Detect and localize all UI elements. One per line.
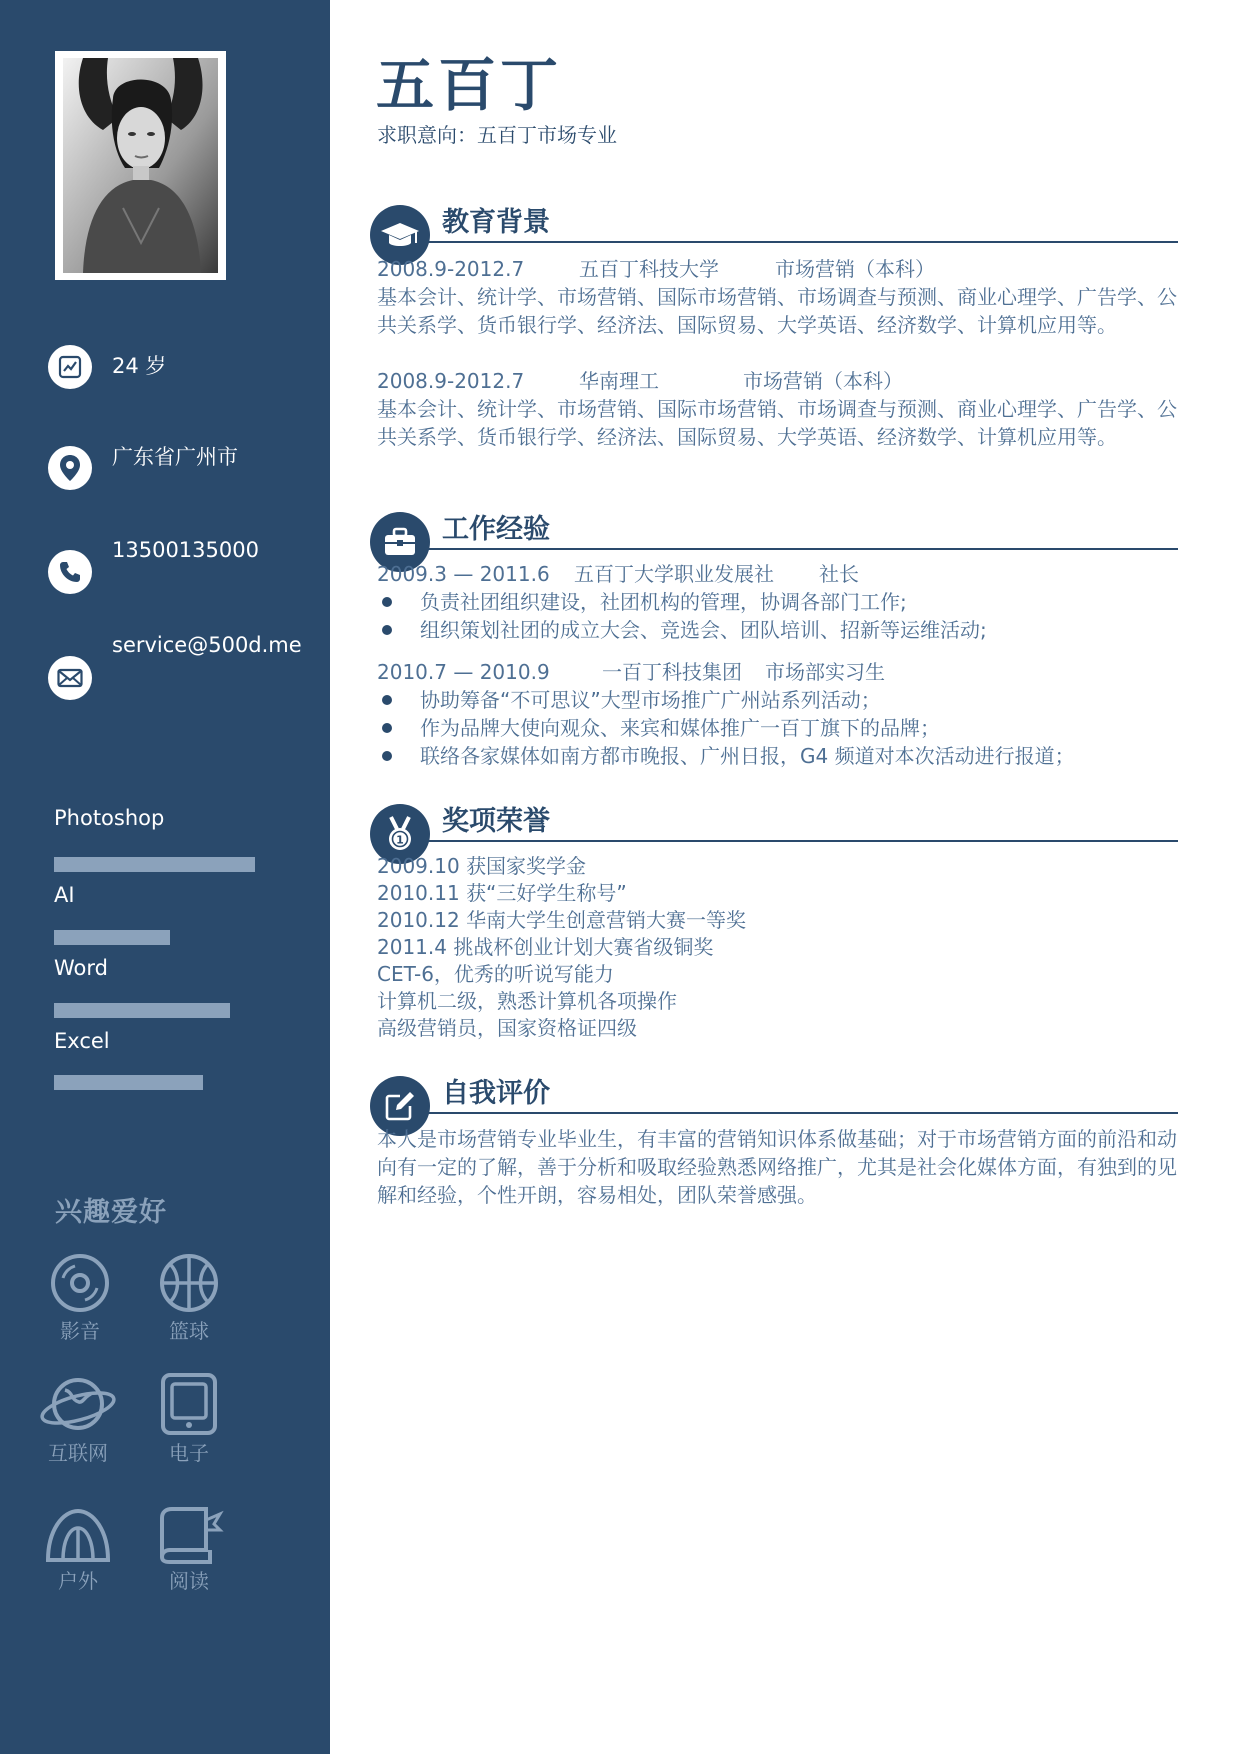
skill-bar-word bbox=[54, 1003, 230, 1018]
phone-text[interactable]: 13500135000 bbox=[112, 538, 259, 562]
awards-body bbox=[377, 853, 1195, 1042]
hobby-reading bbox=[139, 1506, 239, 1594]
work-org: 五百丁大学职业发展社 bbox=[574, 562, 774, 586]
list-item: 协助筹备“不可思议”大型市场推广广州站系列活动； bbox=[377, 686, 1195, 714]
education-major: 市场营销（本科） bbox=[743, 369, 903, 393]
education-date: 2008.9-2012.7 bbox=[377, 369, 525, 393]
section-title: 工作经验 bbox=[442, 514, 550, 545]
work-role: 市场部实习生 bbox=[765, 660, 885, 684]
award-item: 2009.10 获国家奖学金 bbox=[377, 854, 587, 878]
education-major: 市场营销（本科） bbox=[775, 257, 935, 281]
section-divider bbox=[428, 548, 1178, 550]
work-role: 社长 bbox=[819, 562, 859, 586]
list-item: 负责社团组织建设，社团机构的管理，协调各部门工作; bbox=[377, 588, 1195, 616]
location-pin-icon bbox=[48, 446, 92, 490]
hobby-basketball bbox=[139, 1252, 239, 1344]
hobby-label: 影音 bbox=[60, 1319, 100, 1343]
skill-bar-excel bbox=[54, 1075, 203, 1090]
education-entry-2-header bbox=[377, 367, 1195, 395]
sidebar bbox=[0, 0, 330, 1754]
section-divider bbox=[428, 1112, 1178, 1114]
work-period: 2009.3 — 2011.6 bbox=[377, 562, 550, 586]
list-item: 组织策划社团的成立大会、竞选会、团队培训、招新等运维活动; bbox=[377, 616, 1195, 644]
skill-bar-photoshop bbox=[54, 857, 255, 872]
award-item: 2010.11 获“三好学生称号” bbox=[377, 881, 627, 905]
skill-label-excel: Excel bbox=[54, 1029, 110, 1053]
education-entry-1-header bbox=[377, 255, 1195, 283]
main-content bbox=[330, 0, 1240, 1754]
section-title: 自我评价 bbox=[442, 1078, 550, 1109]
hobby-electronics bbox=[139, 1372, 239, 1466]
hobby-label: 篮球 bbox=[169, 1319, 209, 1343]
candidate-name: 五百丁 bbox=[376, 51, 563, 119]
section-title: 教育背景 bbox=[442, 207, 550, 238]
globe-icon bbox=[39, 1372, 117, 1436]
award-item: 2011.4 挑战杯创业计划大赛省级铜奖 bbox=[377, 935, 714, 959]
work-entry-1-bullets bbox=[377, 588, 1195, 644]
hobbies-title: 兴趣爱好 bbox=[55, 1197, 167, 1228]
hobby-label: 电子 bbox=[169, 1441, 209, 1465]
svg-text:1: 1 bbox=[396, 833, 404, 847]
work-entry-2-header bbox=[377, 658, 1195, 686]
award-item: 高级营销员，国家资格证四级 bbox=[377, 1016, 637, 1040]
work-org: 一百丁科技集团 bbox=[602, 660, 742, 684]
age-text: 24 岁 bbox=[112, 354, 167, 378]
envelope-icon bbox=[48, 656, 92, 700]
job-intent: 求职意向：五百丁市场专业 bbox=[377, 123, 617, 147]
hobby-label: 阅读 bbox=[169, 1569, 209, 1593]
skill-bar-ai bbox=[54, 930, 170, 945]
education-date: 2008.9-2012.7 bbox=[377, 257, 525, 281]
section-divider bbox=[428, 241, 1178, 243]
skill-label-ai: AI bbox=[54, 883, 75, 907]
tablet-icon bbox=[159, 1372, 219, 1436]
education-courses: 基本会计、统计学、市场营销、国际市场营销、市场调查与预测、商业心理学、广告学、公共关系学、货币银行学、经济法、国际贸易、大学英语、经济数学、计算机应用等。 bbox=[377, 285, 1177, 337]
award-item: 2010.12 华南大学生创意营销大赛一等奖 bbox=[377, 908, 747, 932]
education-school: 五百丁科技大学 bbox=[579, 257, 719, 281]
work-period: 2010.7 — 2010.9 bbox=[377, 660, 550, 684]
list-item: 作为品牌大使向观众、来宾和媒体推广一百丁旗下的品牌； bbox=[377, 714, 1195, 742]
hobby-label: 户外 bbox=[58, 1569, 98, 1593]
phone-icon bbox=[48, 550, 92, 594]
list-item: 联络各家媒体如南方都市晚报、广州日报，G4 频道对本次活动进行报道； bbox=[377, 742, 1195, 770]
skill-label-word: Word bbox=[54, 956, 108, 980]
email-text[interactable]: service@500d.me bbox=[112, 633, 302, 657]
profile-photo bbox=[55, 51, 226, 280]
hobby-label: 互联网 bbox=[48, 1441, 108, 1465]
portrait-image bbox=[63, 58, 218, 273]
award-item: 计算机二级，熟悉计算机各项操作 bbox=[377, 989, 677, 1013]
chart-icon bbox=[48, 345, 92, 389]
skill-label-photoshop: Photoshop bbox=[54, 806, 165, 830]
work-entry-1-header bbox=[377, 560, 1195, 588]
award-item: CET-6，优秀的听说写能力 bbox=[377, 962, 614, 986]
music-disc-icon bbox=[49, 1252, 111, 1314]
section-divider bbox=[428, 840, 1178, 842]
hobby-internet bbox=[28, 1372, 128, 1466]
basketball-icon bbox=[158, 1252, 220, 1314]
hobby-music bbox=[30, 1252, 130, 1344]
location-text: 广东省广州市 bbox=[112, 445, 238, 469]
work-entry-2-bullets bbox=[377, 686, 1195, 770]
education-courses: 基本会计、统计学、市场营销、国际市场营销、市场调查与预测、商业心理学、广告学、公共关系学、货币银行学、经济法、国际贸易、大学英语、经济数学、计算机应用等。 bbox=[377, 397, 1177, 449]
self-eval-text: 本人是市场营销专业毕业生，有丰富的营销知识体系做基础；对于市场营销方面的前沿和动向有一定的了解，善于分析和吸取经验熟悉网络推广，尤其是社会化媒体方面，有独到的见解和经验，个性开朗，容易相处，团队荣誉感强。 bbox=[377, 1127, 1177, 1207]
hobby-outdoor bbox=[28, 1506, 128, 1594]
section-title: 奖项荣誉 bbox=[442, 806, 550, 837]
education-body bbox=[377, 255, 1195, 451]
education-school: 华南理工 bbox=[579, 369, 659, 393]
book-icon bbox=[154, 1506, 224, 1564]
work-body bbox=[377, 560, 1195, 770]
tent-icon bbox=[43, 1506, 113, 1564]
